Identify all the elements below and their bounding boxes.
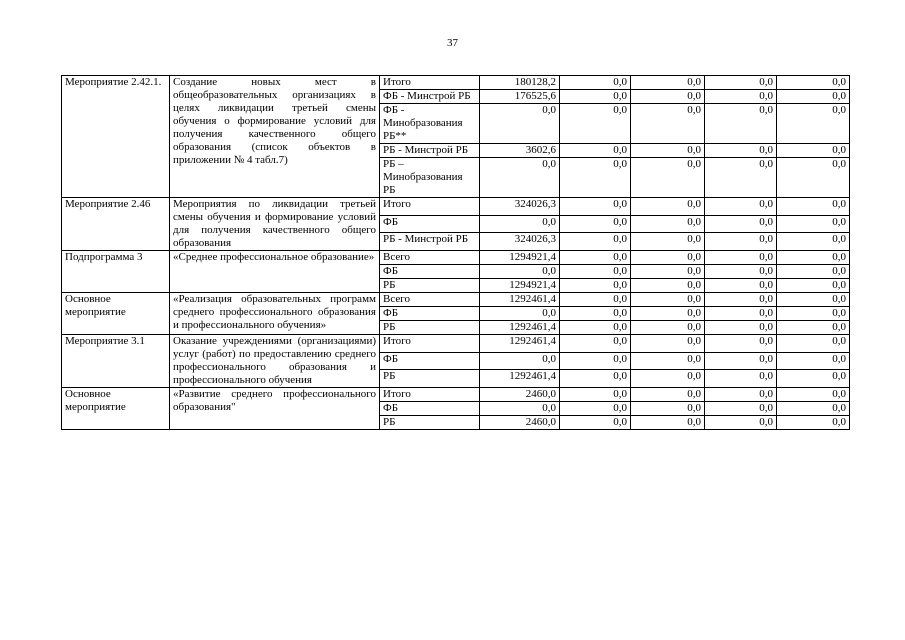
page-number: 37 xyxy=(447,37,458,49)
amount-cell: 0,0 xyxy=(705,402,777,416)
amount-cell: 0,0 xyxy=(631,144,705,158)
amount-cell: 0,0 xyxy=(777,307,850,321)
table-row xyxy=(62,76,850,90)
amount-cell: 0,0 xyxy=(560,265,631,279)
activity-code-cell: Мероприятие 2.42.1. xyxy=(62,76,170,198)
amount-cell: 0,0 xyxy=(480,158,560,198)
amount-cell: 0,0 xyxy=(777,352,850,370)
amount-cell: 0,0 xyxy=(777,321,850,335)
amount-cell: 0,0 xyxy=(631,251,705,265)
amount-cell: 0,0 xyxy=(777,90,850,104)
funding-source-cell: РБ xyxy=(380,321,480,335)
amount-cell: 0,0 xyxy=(560,90,631,104)
funding-source-cell: Всего xyxy=(380,293,480,307)
activity-code-cell: Мероприятие 2.46 xyxy=(62,198,170,251)
amount-cell: 3602,6 xyxy=(480,144,560,158)
amount-cell: 0,0 xyxy=(705,233,777,251)
amount-cell: 0,0 xyxy=(705,104,777,144)
amount-cell: 180128,2 xyxy=(480,76,560,90)
funding-source-cell: Итого xyxy=(380,198,480,216)
funding-source-cell: РБ xyxy=(380,279,480,293)
funding-source-cell: ФБ xyxy=(380,265,480,279)
amount-cell: 0,0 xyxy=(560,251,631,265)
table-row xyxy=(62,388,850,402)
amount-cell: 0,0 xyxy=(777,198,850,216)
funding-source-cell: Итого xyxy=(380,76,480,90)
activity-name-cell: «Среднее профессиональное образование» xyxy=(170,251,380,293)
amount-cell: 1294921,4 xyxy=(480,251,560,265)
table-row xyxy=(62,198,850,216)
amount-cell: 0,0 xyxy=(705,416,777,430)
amount-cell: 0,0 xyxy=(480,352,560,370)
funding-source-cell: Итого xyxy=(380,388,480,402)
amount-cell: 0,0 xyxy=(631,215,705,233)
amount-cell: 0,0 xyxy=(705,265,777,279)
funding-source-cell: РБ xyxy=(380,370,480,388)
amount-cell: 0,0 xyxy=(777,402,850,416)
amount-cell: 0,0 xyxy=(777,293,850,307)
amount-cell: 0,0 xyxy=(631,90,705,104)
amount-cell: 0,0 xyxy=(777,76,850,90)
funding-source-cell: ФБ - Минстрой РБ xyxy=(380,90,480,104)
activity-code-cell: Подпрограмма 3 xyxy=(62,251,170,293)
activity-name-cell: Создание новых мест в общеобразовательных организациях в целях ликвидации третьей смены обучения о формирование условий для получения качественного общего образования (список объектов в приложении № 4 табл.7) xyxy=(170,76,380,198)
amount-cell: 1292461,4 xyxy=(480,321,560,335)
amount-cell: 0,0 xyxy=(560,76,631,90)
amount-cell: 324026,3 xyxy=(480,233,560,251)
amount-cell: 0,0 xyxy=(560,293,631,307)
amount-cell: 0,0 xyxy=(631,293,705,307)
amount-cell: 0,0 xyxy=(480,307,560,321)
amount-cell: 0,0 xyxy=(560,307,631,321)
amount-cell: 0,0 xyxy=(560,144,631,158)
amount-cell: 0,0 xyxy=(777,144,850,158)
amount-cell: 0,0 xyxy=(777,251,850,265)
funding-source-cell: РБ xyxy=(380,416,480,430)
amount-cell: 0,0 xyxy=(631,279,705,293)
amount-cell: 0,0 xyxy=(705,307,777,321)
amount-cell: 0,0 xyxy=(705,335,777,353)
amount-cell: 176525,6 xyxy=(480,90,560,104)
amount-cell: 0,0 xyxy=(560,279,631,293)
amount-cell: 0,0 xyxy=(777,388,850,402)
amount-cell: 0,0 xyxy=(560,104,631,144)
amount-cell: 0,0 xyxy=(705,321,777,335)
amount-cell: 0,0 xyxy=(560,335,631,353)
amount-cell: 0,0 xyxy=(560,215,631,233)
amount-cell: 1294921,4 xyxy=(480,279,560,293)
amount-cell: 0,0 xyxy=(777,215,850,233)
amount-cell: 0,0 xyxy=(631,388,705,402)
table-row xyxy=(62,293,850,307)
amount-cell: 0,0 xyxy=(705,76,777,90)
amount-cell: 0,0 xyxy=(705,352,777,370)
funding-source-cell: ФБ xyxy=(380,352,480,370)
table-row xyxy=(62,335,850,353)
funding-source-cell: ФБ - Минобразования РБ** xyxy=(380,104,480,144)
amount-cell: 0,0 xyxy=(777,416,850,430)
amount-cell: 1292461,4 xyxy=(480,370,560,388)
activity-name-cell: Мероприятия по ликвидации третьей смены обучения и формирование условий для получения качественного общего образования xyxy=(170,198,380,251)
amount-cell: 0,0 xyxy=(777,233,850,251)
amount-cell: 0,0 xyxy=(777,335,850,353)
amount-cell: 0,0 xyxy=(705,293,777,307)
amount-cell: 0,0 xyxy=(560,416,631,430)
amount-cell: 0,0 xyxy=(705,370,777,388)
amount-cell: 0,0 xyxy=(705,90,777,104)
amount-cell: 0,0 xyxy=(631,402,705,416)
activity-code-cell: Основное мероприятие xyxy=(62,293,170,335)
amount-cell: 0,0 xyxy=(777,370,850,388)
amount-cell: 0,0 xyxy=(631,76,705,90)
amount-cell: 0,0 xyxy=(705,279,777,293)
amount-cell: 0,0 xyxy=(480,104,560,144)
amount-cell: 0,0 xyxy=(631,352,705,370)
amount-cell: 0,0 xyxy=(631,265,705,279)
funding-source-cell: РБ - Минстрой РБ xyxy=(380,144,480,158)
amount-cell: 0,0 xyxy=(480,215,560,233)
amount-cell: 0,0 xyxy=(777,104,850,144)
funding-source-cell: ФБ xyxy=(380,215,480,233)
amount-cell: 0,0 xyxy=(631,104,705,144)
amount-cell: 0,0 xyxy=(560,233,631,251)
amount-cell: 0,0 xyxy=(560,158,631,198)
amount-cell: 0,0 xyxy=(777,279,850,293)
amount-cell: 0,0 xyxy=(560,388,631,402)
amount-cell: 0,0 xyxy=(560,352,631,370)
funding-source-cell: ФБ xyxy=(380,402,480,416)
funding-source-cell: Итого xyxy=(380,335,480,353)
table-row xyxy=(62,251,850,265)
activity-name-cell: Оказание учреждениями (организациями) услуг (работ) по предоставлению среднего профессионального образования и профессионального обучения xyxy=(170,335,380,388)
funding-source-cell: РБ - Минстрой РБ xyxy=(380,233,480,251)
amount-cell: 0,0 xyxy=(705,198,777,216)
activity-name-cell: «Развитие среднего профессионального образования" xyxy=(170,388,380,430)
amount-cell: 0,0 xyxy=(777,158,850,198)
funding-source-cell: ФБ xyxy=(380,307,480,321)
amount-cell: 0,0 xyxy=(631,370,705,388)
amount-cell: 1292461,4 xyxy=(480,293,560,307)
amount-cell: 0,0 xyxy=(631,198,705,216)
amount-cell: 0,0 xyxy=(705,158,777,198)
amount-cell: 0,0 xyxy=(631,233,705,251)
amount-cell: 0,0 xyxy=(560,198,631,216)
amount-cell: 0,0 xyxy=(560,370,631,388)
amount-cell: 0,0 xyxy=(631,158,705,198)
amount-cell: 0,0 xyxy=(560,321,631,335)
activity-name-cell: «Реализация образовательных программ среднего профессионального образования и профессионального обучения» xyxy=(170,293,380,335)
amount-cell: 0,0 xyxy=(560,402,631,416)
funding-source-cell: РБ – Минобразования РБ xyxy=(380,158,480,198)
amount-cell: 2460,0 xyxy=(480,388,560,402)
amount-cell: 0,0 xyxy=(705,215,777,233)
amount-cell: 0,0 xyxy=(705,144,777,158)
amount-cell: 0,0 xyxy=(631,416,705,430)
budget-table xyxy=(61,75,850,430)
amount-cell: 0,0 xyxy=(631,307,705,321)
amount-cell: 0,0 xyxy=(631,335,705,353)
budget-table-body xyxy=(62,76,850,430)
amount-cell: 324026,3 xyxy=(480,198,560,216)
amount-cell: 0,0 xyxy=(480,265,560,279)
amount-cell: 0,0 xyxy=(705,251,777,265)
amount-cell: 2460,0 xyxy=(480,416,560,430)
amount-cell: 1292461,4 xyxy=(480,335,560,353)
amount-cell: 0,0 xyxy=(631,321,705,335)
activity-code-cell: Мероприятие 3.1 xyxy=(62,335,170,388)
amount-cell: 0,0 xyxy=(777,265,850,279)
amount-cell: 0,0 xyxy=(705,388,777,402)
funding-source-cell: Всего xyxy=(380,251,480,265)
activity-code-cell: Основное мероприятие xyxy=(62,388,170,430)
amount-cell: 0,0 xyxy=(480,402,560,416)
